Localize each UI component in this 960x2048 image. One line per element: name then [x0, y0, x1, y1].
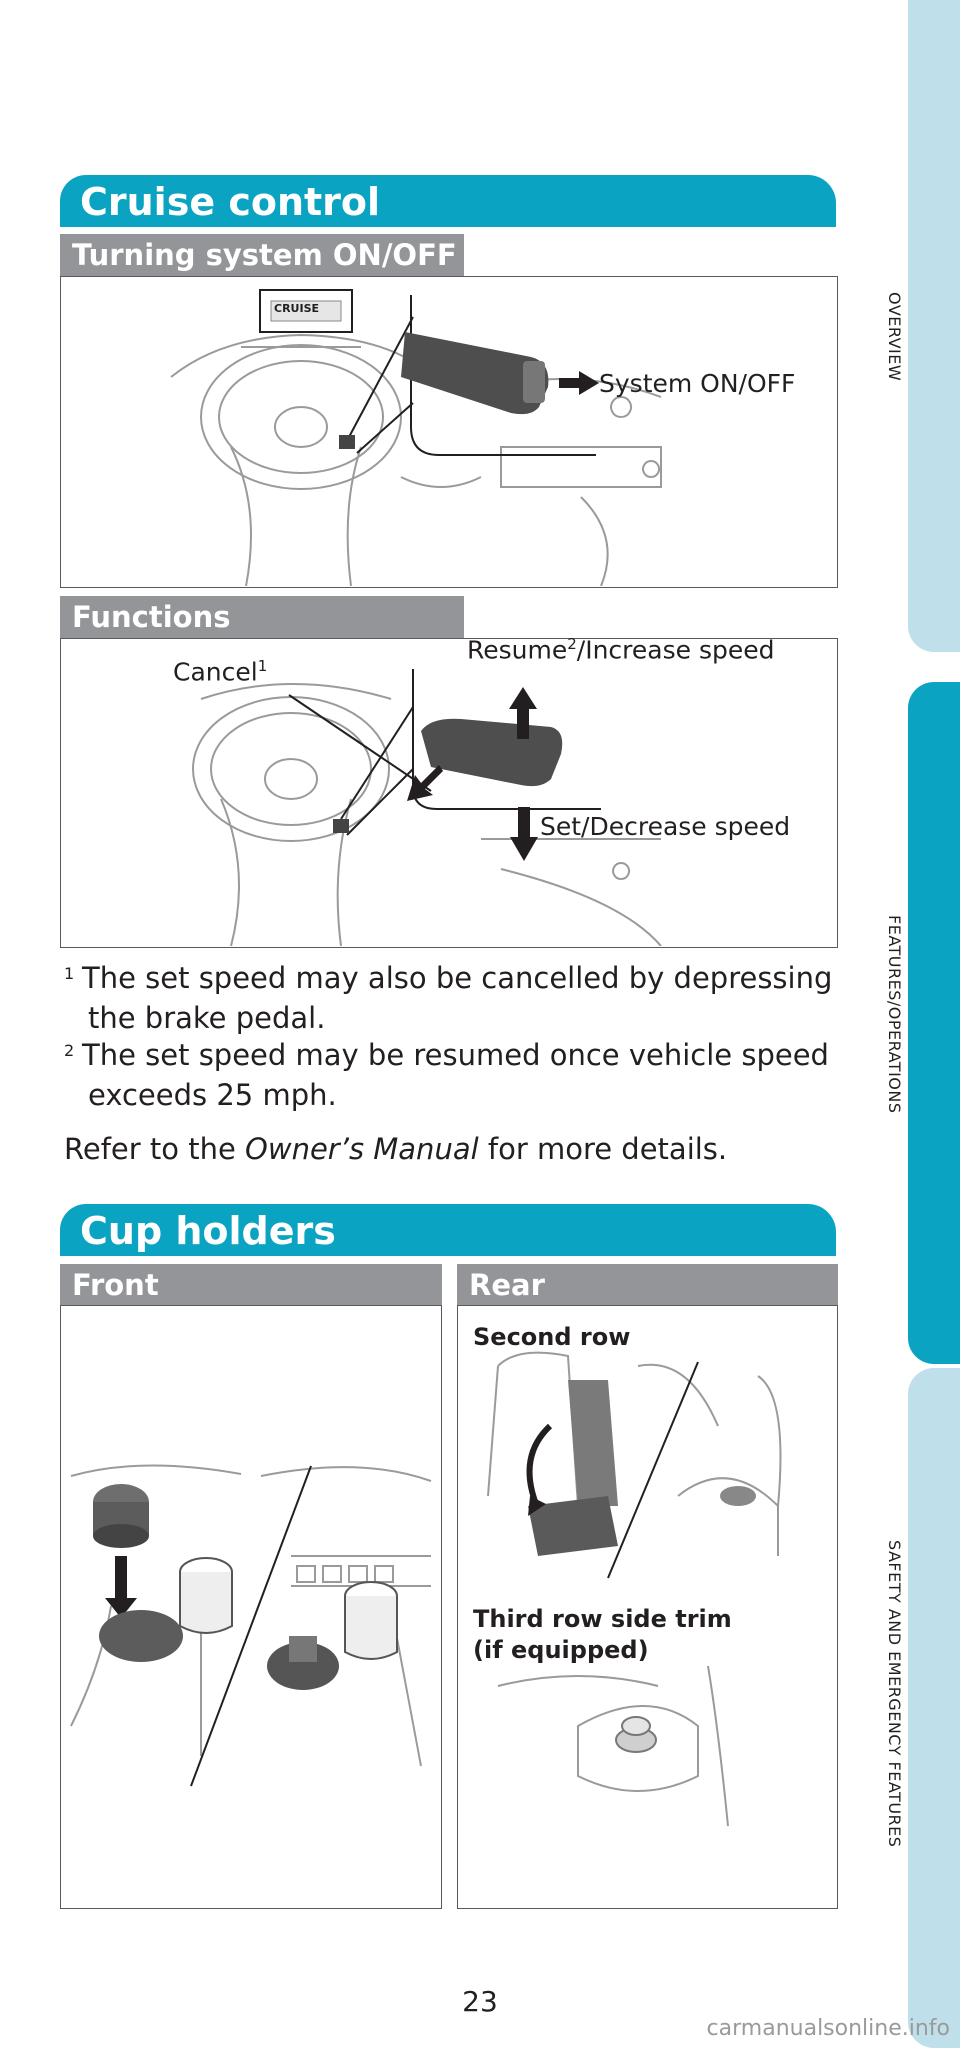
resume-text: Resume [467, 635, 568, 665]
footnote-1 [64, 958, 844, 1038]
turning-system-heading: Turning system ON/OFF [60, 234, 464, 276]
front-heading: Front [60, 1264, 442, 1306]
footnote-1-number: 1 [64, 964, 75, 983]
resume-increase-label [467, 635, 774, 664]
front-cup-holder-illustration [60, 1305, 442, 1909]
third-row-label-line1: Third row side trim [473, 1605, 732, 1633]
second-row-label: Second row [473, 1323, 631, 1351]
third-row-label-line2: (if equipped) [473, 1636, 649, 1664]
sidebar-label-safety: SAFETY AND EMERGENCY FEATURES [885, 1540, 904, 1848]
cruise-switch-text: CRUISE [274, 302, 320, 315]
footnote-2-number: 2 [64, 1041, 75, 1060]
rear-heading: Rear [457, 1264, 838, 1306]
increase-speed-text: /Increase speed [576, 635, 775, 665]
cup-holders-title: Cup holders [60, 1204, 836, 1256]
footnote-2-line1: The set speed may be resumed once vehicle speed [82, 1038, 829, 1072]
cruise-control-title: Cruise control [60, 175, 836, 227]
cancel-label [173, 657, 267, 686]
front-cup-holder-drawing [61, 1306, 440, 1907]
cancel-text: Cancel [173, 657, 258, 687]
set-decrease-label: Set/Decrease speed [540, 812, 791, 841]
cancel-superscript: 1 [257, 657, 268, 675]
footnote-1-line2: the brake pedal. [88, 1001, 326, 1035]
functions-heading: Functions [60, 596, 464, 638]
owners-manual-title: Owner’s Manual [245, 1132, 479, 1166]
sidebar-tab-features[interactable] [908, 682, 960, 1364]
footnote-1-line1: The set speed may also be cancelled by depressing [82, 961, 833, 995]
sidebar-label-overview: OVERVIEW [885, 292, 904, 382]
refer-prefix: Refer to the [64, 1132, 246, 1166]
refer-owners-manual [64, 1132, 727, 1166]
footnote-2 [64, 1035, 844, 1115]
watermark-text: carmanualsonline.info [706, 2016, 950, 2041]
system-on-off-label: System ON/OFF [599, 369, 796, 398]
functions-illustration [60, 635, 838, 948]
sidebar-tab-overview[interactable] [908, 0, 960, 652]
turning-system-illustration [60, 276, 838, 588]
refer-suffix: for more details. [478, 1132, 728, 1166]
sidebar-tab-safety[interactable] [908, 1368, 960, 2048]
resume-superscript: 2 [567, 635, 577, 653]
page-number: 23 [462, 1985, 498, 2018]
cruise-dashboard-drawing [61, 277, 836, 586]
sidebar-label-features: FEATURES/OPERATIONS [885, 915, 904, 1114]
footnote-2-line2: exceeds 25 mph. [88, 1078, 337, 1112]
